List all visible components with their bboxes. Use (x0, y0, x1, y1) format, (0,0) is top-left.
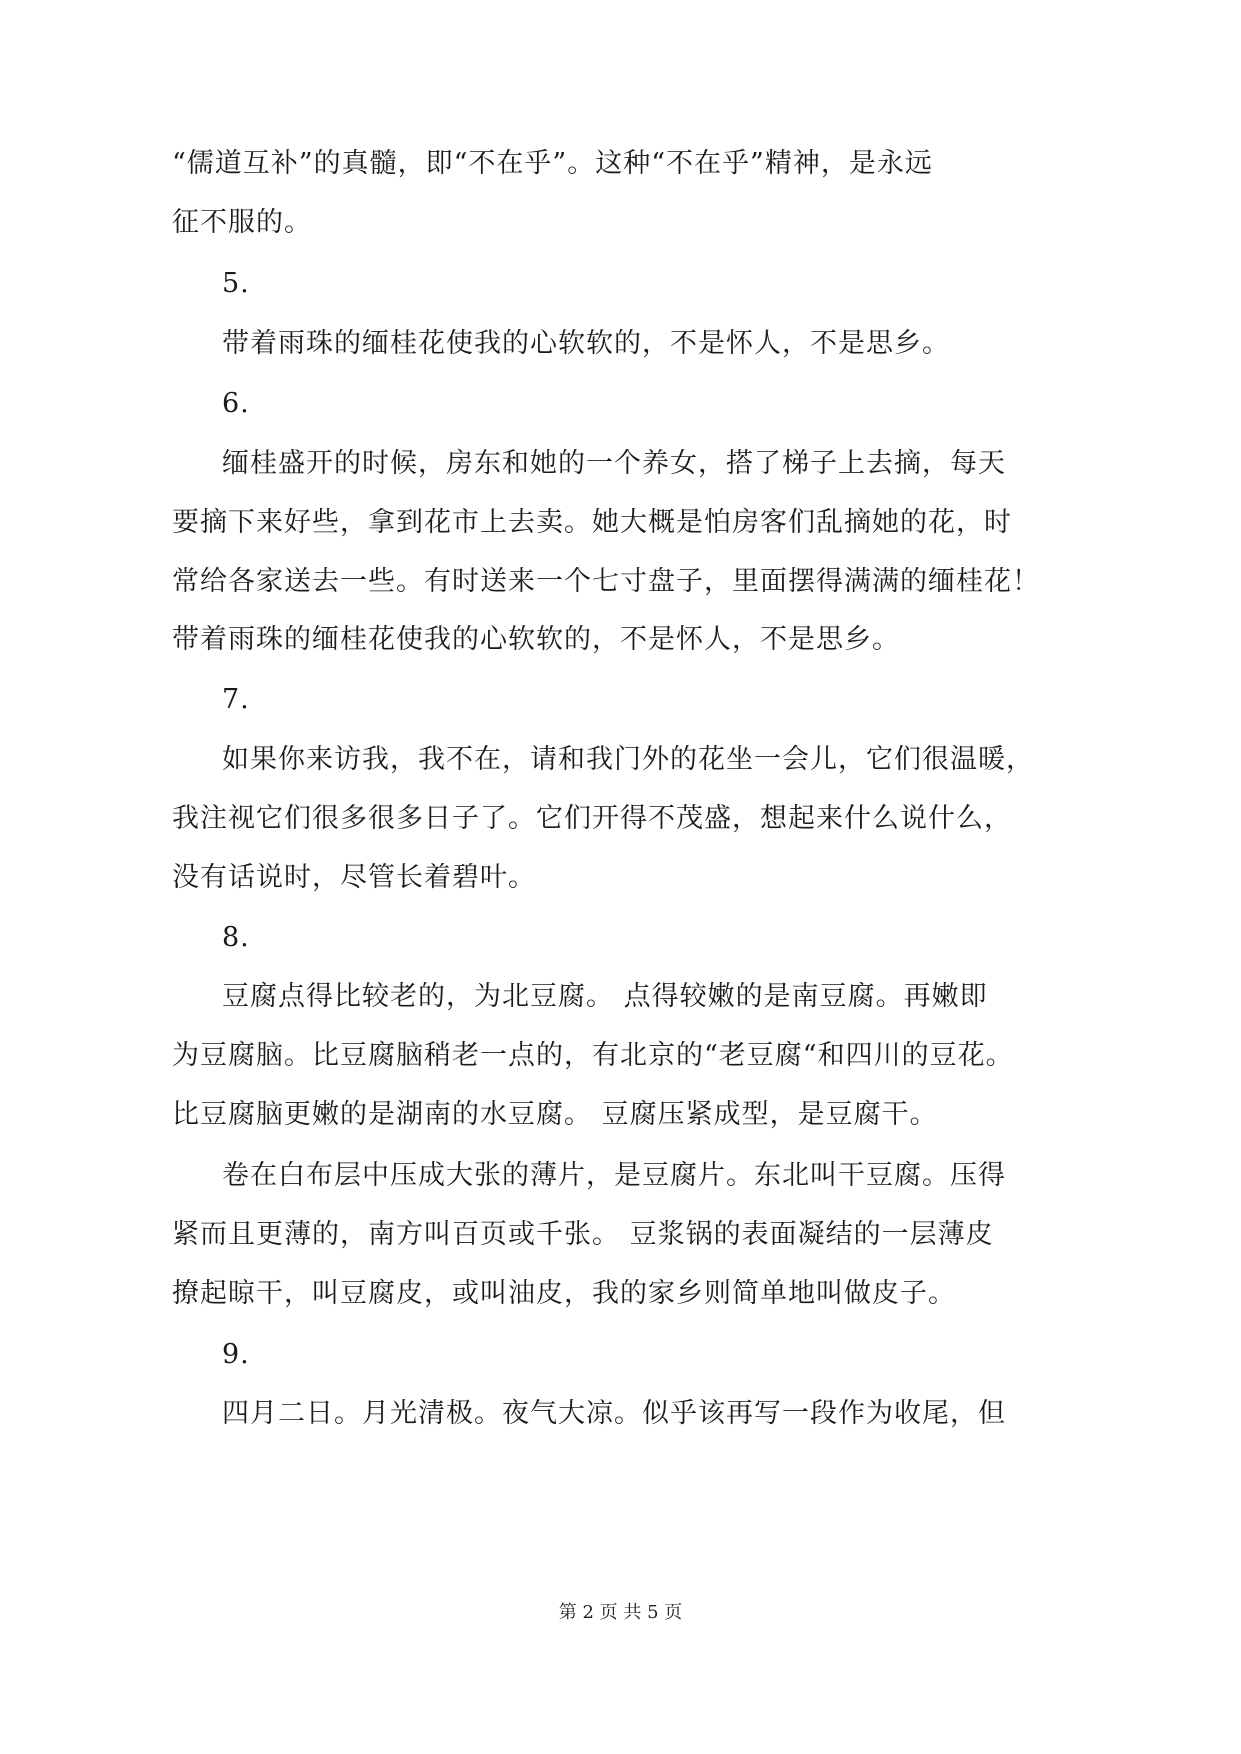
page-footer (0, 1601, 1241, 1625)
text-line: 四月二日。月光清极。夜气大凉。似乎该再写一段作为收尾，但 (222, 1398, 1006, 1429)
text-line: 没有话说时，尽管长着碧叶。 (172, 862, 536, 893)
text-line: 征不服的。 (172, 207, 312, 238)
text-line: 比豆腐脑更嫩的是湖南的水豆腐。 豆腐压紧成型，是豆腐干。 (172, 1099, 938, 1130)
footer-page-number: 2 (582, 1602, 594, 1623)
section-number: 6. (222, 388, 250, 419)
text-line: 带着雨珠的缅桂花使我的心软软的，不是怀人，不是思乡。 (222, 328, 950, 359)
text-line: “儒道互补”的真髓，即“不在乎”。这种“不在乎”精神，是永远 (172, 148, 933, 179)
text-line: 缅桂盛开的时候，房东和她的一个养女，搭了梯子上去摘，每天 (222, 448, 1006, 479)
footer-middle: 页 共 (599, 1602, 642, 1623)
text-line: 豆腐点得比较老的，为北豆腐。 点得较嫩的是南豆腐。再嫩即 (222, 981, 988, 1012)
text-line: 我注视它们很多很多日子了。它们开得不茂盛，想起来什么说什么， (172, 803, 1012, 834)
footer-suffix: 页 (664, 1602, 683, 1623)
section-number: 7. (222, 684, 250, 715)
text-line: 撩起晾干，叫豆腐皮，或叫油皮，我的家乡则简单地叫做皮子。 (172, 1278, 956, 1309)
footer-total-pages: 5 (647, 1602, 659, 1623)
text-line: 如果你来访我，我不在，请和我门外的花坐一会儿，它们很温暖， (222, 744, 1034, 775)
text-line: 为豆腐脑。比豆腐脑稍老一点的，有北京的“老豆腐“和四川的豆花。 (172, 1040, 1014, 1071)
text-line: 要摘下来好些，拿到花市上去卖。她大概是怕房客们乱摘她的花，时 (172, 507, 1012, 538)
section-number: 9. (222, 1339, 250, 1370)
text-line: 卷在白布层中压成大张的薄片，是豆腐片。东北叫干豆腐。压得 (222, 1160, 1006, 1191)
section-number: 8. (222, 922, 250, 953)
footer-prefix: 第 (558, 1602, 577, 1623)
text-line: 带着雨珠的缅桂花使我的心软软的，不是怀人，不是思乡。 (172, 624, 900, 655)
section-number: 5. (222, 268, 250, 299)
text-line: 紧而且更薄的，南方叫百页或千张。 豆浆锅的表面凝结的一层薄皮 (172, 1219, 994, 1250)
text-line: 常给各家送去一些。有时送来一个七寸盘子，里面摆得满满的缅桂花！ (172, 566, 1040, 597)
